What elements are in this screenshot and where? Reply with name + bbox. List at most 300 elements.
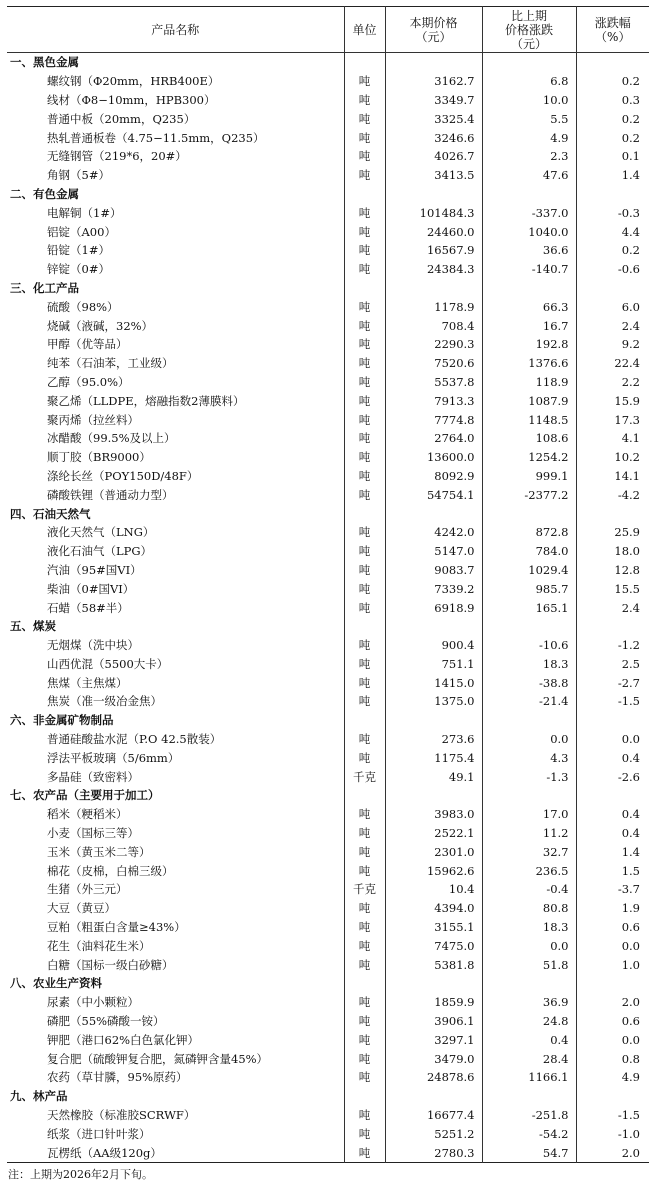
product-name: 小麦（国标三等） <box>47 826 139 841</box>
change-cell: 108.6 <box>482 429 576 448</box>
product-name: 焦煤（主焦煤） <box>47 675 128 690</box>
percent-cell: 1.9 <box>576 899 649 918</box>
percent-cell: 0.2 <box>576 128 649 147</box>
price-cell: 3413.5 <box>385 166 482 185</box>
table-row <box>7 730 649 749</box>
table-row <box>7 936 649 955</box>
price-cell: 1859.9 <box>385 993 482 1012</box>
price-cell: 3479.0 <box>385 1049 482 1068</box>
percent-cell: 4.9 <box>576 1068 649 1087</box>
header-price-change: 比上期 价格涨跌 （元） <box>482 7 576 53</box>
percent-cell: -1.5 <box>576 692 649 711</box>
price-cell: 13600.0 <box>385 448 482 467</box>
price-cell: 5381.8 <box>385 955 482 974</box>
unit-cell: 吨 <box>344 824 385 843</box>
price-cell: 3246.6 <box>385 128 482 147</box>
table-row <box>7 542 649 561</box>
price-cell: 3325.4 <box>385 109 482 128</box>
empty-cell <box>482 1087 576 1106</box>
product-name: 石蜡（58#半） <box>47 600 129 615</box>
unit-cell: 吨 <box>344 523 385 542</box>
change-cell: 1029.4 <box>482 561 576 580</box>
percent-cell: 2.2 <box>576 373 649 392</box>
unit-cell: 吨 <box>344 636 385 655</box>
product-name: 磷肥（55%磷酸一铵） <box>47 1014 165 1029</box>
table-row <box>7 1068 649 1087</box>
section-title: 二、有色金属 <box>10 186 79 201</box>
empty-cell <box>576 185 649 204</box>
percent-cell: 0.0 <box>576 1030 649 1049</box>
unit-cell: 吨 <box>344 955 385 974</box>
product-name: 钾肥（港口62%白色氯化钾） <box>47 1032 200 1047</box>
product-name: 普通中板（20mm，Q235） <box>47 111 196 126</box>
change-cell: 0.0 <box>482 936 576 955</box>
table-row <box>7 842 649 861</box>
section-title: 八、农业生产资料 <box>10 976 102 991</box>
product-name: 汽油（95#国VI） <box>47 562 142 577</box>
price-cell: 2780.3 <box>385 1143 482 1162</box>
unit-cell: 吨 <box>344 222 385 241</box>
change-cell: -251.8 <box>482 1106 576 1125</box>
table-row <box>7 297 649 316</box>
empty-cell <box>385 786 482 805</box>
header-change-percent: 涨跌幅 （%） <box>576 7 649 53</box>
section-row <box>7 504 649 523</box>
unit-cell: 吨 <box>344 72 385 91</box>
empty-cell <box>482 504 576 523</box>
unit-cell: 吨 <box>344 561 385 580</box>
price-cell: 2522.1 <box>385 824 482 843</box>
empty-cell <box>344 185 385 204</box>
change-cell: 165.1 <box>482 598 576 617</box>
table-row <box>7 128 649 147</box>
change-cell: 66.3 <box>482 297 576 316</box>
change-cell: -2377.2 <box>482 485 576 504</box>
product-name: 铝锭（A00） <box>47 224 116 239</box>
change-cell: 999.1 <box>482 467 576 486</box>
table-row <box>7 636 649 655</box>
empty-cell <box>576 617 649 636</box>
price-cell: 16567.9 <box>385 241 482 260</box>
table-row <box>7 880 649 899</box>
percent-cell: -0.6 <box>576 260 649 279</box>
unit-cell: 吨 <box>344 260 385 279</box>
price-cell: 24384.3 <box>385 260 482 279</box>
product-name: 螺纹钢（Φ20mm，HRB400E） <box>47 74 220 89</box>
product-name: 山西优混（5500大卡） <box>47 656 169 671</box>
price-cell: 3983.0 <box>385 805 482 824</box>
price-cell: 1375.0 <box>385 692 482 711</box>
empty-cell <box>482 974 576 993</box>
percent-cell: 0.2 <box>576 241 649 260</box>
section-row <box>7 185 649 204</box>
empty-cell <box>482 711 576 730</box>
unit-cell: 吨 <box>344 485 385 504</box>
empty-cell <box>344 786 385 805</box>
section-title: 六、非金属矿物制品 <box>10 713 114 728</box>
table-row <box>7 166 649 185</box>
product-name: 烧碱（液碱，32%） <box>47 318 154 333</box>
product-name: 聚丙烯（拉丝料） <box>47 412 139 427</box>
table-row <box>7 673 649 692</box>
table-row <box>7 805 649 824</box>
change-cell: 1376.6 <box>482 354 576 373</box>
change-cell: 1166.1 <box>482 1068 576 1087</box>
empty-cell <box>385 974 482 993</box>
percent-cell: 9.2 <box>576 335 649 354</box>
percent-cell: 0.6 <box>576 1012 649 1031</box>
price-cell: 54754.1 <box>385 485 482 504</box>
product-name: 多晶硅（致密料） <box>47 769 139 784</box>
percent-cell: 0.4 <box>576 824 649 843</box>
price-cell: 1415.0 <box>385 673 482 692</box>
change-cell: 80.8 <box>482 899 576 918</box>
unit-cell: 吨 <box>344 335 385 354</box>
empty-cell <box>385 279 482 298</box>
percent-cell: 0.4 <box>576 748 649 767</box>
table-row <box>7 767 649 786</box>
percent-cell: 0.3 <box>576 91 649 110</box>
table-row <box>7 1012 649 1031</box>
table-row <box>7 1124 649 1143</box>
product-name: 无缝钢管（219*6，20#） <box>47 149 187 164</box>
product-name: 硫酸（98%） <box>47 299 119 314</box>
price-cell: 49.1 <box>385 767 482 786</box>
unit-cell: 吨 <box>344 805 385 824</box>
empty-cell <box>385 504 482 523</box>
table-row <box>7 391 649 410</box>
table-row <box>7 861 649 880</box>
price-cell: 6918.9 <box>385 598 482 617</box>
price-table <box>7 6 649 1163</box>
product-name: 顺丁胶（BR9000） <box>47 450 151 465</box>
price-cell: 4026.7 <box>385 147 482 166</box>
price-cell: 5147.0 <box>385 542 482 561</box>
change-cell: 47.6 <box>482 166 576 185</box>
price-cell: 7339.2 <box>385 579 482 598</box>
change-cell: 54.7 <box>482 1143 576 1162</box>
price-cell: 10.4 <box>385 880 482 899</box>
percent-cell: 0.1 <box>576 147 649 166</box>
table-row <box>7 410 649 429</box>
percent-cell: -0.3 <box>576 203 649 222</box>
table-body <box>7 53 649 1163</box>
product-name: 花生（油料花生米） <box>47 938 151 953</box>
unit-cell: 吨 <box>344 354 385 373</box>
product-name: 线材（Φ8−10mm，HPB300） <box>47 92 216 107</box>
table-row <box>7 899 649 918</box>
header-unit: 单位 <box>344 7 385 53</box>
price-cell: 1178.9 <box>385 297 482 316</box>
unit-cell: 吨 <box>344 109 385 128</box>
product-name: 纯苯（石油苯，工业级） <box>47 356 174 371</box>
change-cell: 784.0 <box>482 542 576 561</box>
empty-cell <box>482 185 576 204</box>
empty-cell <box>385 185 482 204</box>
price-cell: 3906.1 <box>385 1012 482 1031</box>
unit-cell: 吨 <box>344 1124 385 1143</box>
price-cell: 2764.0 <box>385 429 482 448</box>
price-cell: 1175.4 <box>385 748 482 767</box>
unit-cell: 吨 <box>344 241 385 260</box>
percent-cell: 2.0 <box>576 993 649 1012</box>
product-name: 白糖（国标一级白砂糖） <box>47 957 174 972</box>
product-name: 棉花（皮棉，白棉三级） <box>47 863 174 878</box>
change-cell: 1040.0 <box>482 222 576 241</box>
change-cell: 1148.5 <box>482 410 576 429</box>
unit-cell: 吨 <box>344 579 385 598</box>
unit-cell: 吨 <box>344 542 385 561</box>
section-row <box>7 279 649 298</box>
price-cell: 15962.6 <box>385 861 482 880</box>
table-row <box>7 1143 649 1162</box>
price-cell: 4242.0 <box>385 523 482 542</box>
price-cell: 16677.4 <box>385 1106 482 1125</box>
price-cell: 273.6 <box>385 730 482 749</box>
table-row <box>7 429 649 448</box>
empty-cell <box>576 974 649 993</box>
section-title: 九、林产品 <box>10 1089 68 1104</box>
percent-cell: 0.6 <box>576 918 649 937</box>
product-name: 豆粕（粗蛋白含量≥43%） <box>47 920 186 935</box>
product-name: 乙醇（95.0%） <box>47 374 130 389</box>
change-cell: 18.3 <box>482 655 576 674</box>
product-name: 冰醋酸（99.5%及以上） <box>47 431 176 446</box>
price-cell: 3349.7 <box>385 91 482 110</box>
table-row <box>7 485 649 504</box>
section-title: 四、石油天然气 <box>10 506 91 521</box>
product-name: 玉米（黄玉米二等） <box>47 844 151 859</box>
empty-cell <box>576 1087 649 1106</box>
unit-cell: 吨 <box>344 91 385 110</box>
empty-cell <box>344 1087 385 1106</box>
section-row <box>7 53 649 72</box>
section-title: 五、煤炭 <box>10 619 56 634</box>
change-cell: 2.3 <box>482 147 576 166</box>
price-cell: 7475.0 <box>385 936 482 955</box>
price-cell: 7520.6 <box>385 354 482 373</box>
percent-cell: 0.8 <box>576 1049 649 1068</box>
product-name: 大豆（黄豆） <box>47 901 116 916</box>
table-row <box>7 335 649 354</box>
unit-cell: 吨 <box>344 1106 385 1125</box>
unit-cell: 千克 <box>344 880 385 899</box>
change-cell: 192.8 <box>482 335 576 354</box>
price-cell: 900.4 <box>385 636 482 655</box>
change-cell: 10.0 <box>482 91 576 110</box>
unit-cell: 吨 <box>344 166 385 185</box>
table-row <box>7 448 649 467</box>
percent-cell: 4.4 <box>576 222 649 241</box>
unit-cell: 吨 <box>344 598 385 617</box>
percent-cell: 22.4 <box>576 354 649 373</box>
section-row <box>7 974 649 993</box>
section-row <box>7 617 649 636</box>
price-cell: 7774.8 <box>385 410 482 429</box>
section-title: 三、化工产品 <box>10 280 79 295</box>
product-name: 铅锭（1#） <box>47 243 110 258</box>
unit-cell: 吨 <box>344 410 385 429</box>
unit-cell: 吨 <box>344 429 385 448</box>
change-cell: 0.4 <box>482 1030 576 1049</box>
section-row <box>7 1087 649 1106</box>
empty-cell <box>344 617 385 636</box>
table-row <box>7 373 649 392</box>
product-name: 热轧普通板卷（4.75−11.5mm，Q235） <box>47 130 265 145</box>
change-cell: 6.8 <box>482 72 576 91</box>
unit-cell: 吨 <box>344 899 385 918</box>
price-cell: 9083.7 <box>385 561 482 580</box>
change-cell: 0.0 <box>482 730 576 749</box>
product-name: 磷酸铁锂（普通动力型） <box>47 487 174 502</box>
header-current-price: 本期价格 （元） <box>385 7 482 53</box>
empty-cell <box>576 53 649 72</box>
percent-cell: 6.0 <box>576 297 649 316</box>
change-cell: -10.6 <box>482 636 576 655</box>
percent-cell: 1.4 <box>576 842 649 861</box>
product-name: 甲醇（优等品） <box>47 337 128 352</box>
change-cell: -54.2 <box>482 1124 576 1143</box>
unit-cell: 吨 <box>344 1030 385 1049</box>
section-title: 一、黑色金属 <box>10 55 79 70</box>
empty-cell <box>344 711 385 730</box>
unit-cell: 吨 <box>344 297 385 316</box>
table-row <box>7 354 649 373</box>
section-title: 七、农产品（主要用于加工） <box>10 788 160 803</box>
empty-cell <box>344 974 385 993</box>
table-row <box>7 579 649 598</box>
empty-cell <box>385 53 482 72</box>
table-row <box>7 993 649 1012</box>
table-row <box>7 655 649 674</box>
change-cell: 36.6 <box>482 241 576 260</box>
empty-cell <box>385 1087 482 1106</box>
unit-cell: 吨 <box>344 748 385 767</box>
unit-cell: 吨 <box>344 1049 385 1068</box>
product-name: 农药（草甘膦，95%原药） <box>47 1070 188 1085</box>
change-cell: 32.7 <box>482 842 576 861</box>
percent-cell: 0.0 <box>576 936 649 955</box>
table-row <box>7 147 649 166</box>
percent-cell: 15.5 <box>576 579 649 598</box>
unit-cell: 吨 <box>344 730 385 749</box>
product-name: 复合肥（硫酸钾复合肥，氮磷钾含量45%） <box>47 1051 269 1066</box>
price-cell: 4394.0 <box>385 899 482 918</box>
unit-cell: 吨 <box>344 936 385 955</box>
percent-cell: -3.7 <box>576 880 649 899</box>
table-row <box>7 316 649 335</box>
table-row <box>7 918 649 937</box>
table-header-row <box>7 7 649 53</box>
table-row <box>7 561 649 580</box>
empty-cell <box>385 711 482 730</box>
change-cell: 36.9 <box>482 993 576 1012</box>
header-product-name: 产品名称 <box>7 7 344 53</box>
percent-cell: -4.2 <box>576 485 649 504</box>
percent-cell: 4.1 <box>576 429 649 448</box>
percent-cell: 0.4 <box>576 805 649 824</box>
table-row <box>7 748 649 767</box>
product-name: 纸浆（进口针叶浆） <box>47 1126 151 1141</box>
table-row <box>7 109 649 128</box>
change-cell: 24.8 <box>482 1012 576 1031</box>
product-name: 液化石油气（LPG） <box>47 544 153 559</box>
empty-cell <box>344 279 385 298</box>
price-cell: 101484.3 <box>385 203 482 222</box>
product-name: 液化天然气（LNG） <box>47 525 155 540</box>
percent-cell: 18.0 <box>576 542 649 561</box>
empty-cell <box>482 53 576 72</box>
empty-cell <box>482 786 576 805</box>
price-cell: 3297.1 <box>385 1030 482 1049</box>
unit-cell: 吨 <box>344 1068 385 1087</box>
change-cell: -1.3 <box>482 767 576 786</box>
unit-cell: 吨 <box>344 692 385 711</box>
product-name: 无烟煤（洗中块） <box>47 638 139 653</box>
unit-cell: 吨 <box>344 203 385 222</box>
percent-cell: 2.0 <box>576 1143 649 1162</box>
table-row <box>7 692 649 711</box>
percent-cell: 10.2 <box>576 448 649 467</box>
price-cell: 708.4 <box>385 316 482 335</box>
product-name: 瓦楞纸（AA级120g） <box>47 1145 162 1160</box>
table-row <box>7 222 649 241</box>
price-cell: 2290.3 <box>385 335 482 354</box>
empty-cell <box>576 279 649 298</box>
empty-cell <box>576 786 649 805</box>
price-cell: 24878.6 <box>385 1068 482 1087</box>
price-cell: 5537.8 <box>385 373 482 392</box>
percent-cell: 17.3 <box>576 410 649 429</box>
price-cell: 7913.3 <box>385 391 482 410</box>
percent-cell: 2.4 <box>576 598 649 617</box>
product-name: 角钢（5#） <box>47 168 110 183</box>
unit-cell: 吨 <box>344 861 385 880</box>
table-row <box>7 91 649 110</box>
empty-cell <box>576 504 649 523</box>
unit-cell: 吨 <box>344 918 385 937</box>
table-row <box>7 824 649 843</box>
unit-cell: 吨 <box>344 391 385 410</box>
unit-cell: 吨 <box>344 467 385 486</box>
percent-cell: 1.0 <box>576 955 649 974</box>
change-cell: 1254.2 <box>482 448 576 467</box>
percent-cell: 2.5 <box>576 655 649 674</box>
percent-cell: 0.0 <box>576 730 649 749</box>
change-cell: 1087.9 <box>482 391 576 410</box>
change-cell: 51.8 <box>482 955 576 974</box>
percent-cell: 1.4 <box>576 166 649 185</box>
product-name: 普通硅酸盐水泥（P.O 42.5散装） <box>47 732 222 747</box>
change-cell: -140.7 <box>482 260 576 279</box>
product-name: 电解铜（1#） <box>47 205 122 220</box>
change-cell: -337.0 <box>482 203 576 222</box>
product-name: 稻米（粳稻米） <box>47 807 128 822</box>
unit-cell: 吨 <box>344 993 385 1012</box>
empty-cell <box>482 617 576 636</box>
section-row <box>7 786 649 805</box>
percent-cell: 14.1 <box>576 467 649 486</box>
change-cell: 236.5 <box>482 861 576 880</box>
table-row <box>7 203 649 222</box>
change-cell: 4.9 <box>482 128 576 147</box>
change-cell: 985.7 <box>482 579 576 598</box>
percent-cell: 0.2 <box>576 72 649 91</box>
percent-cell: 1.5 <box>576 861 649 880</box>
product-name: 浮法平板玻璃（5/6mm） <box>47 750 180 765</box>
product-name: 焦炭（准一级冶金焦） <box>47 694 162 709</box>
unit-cell: 千克 <box>344 767 385 786</box>
